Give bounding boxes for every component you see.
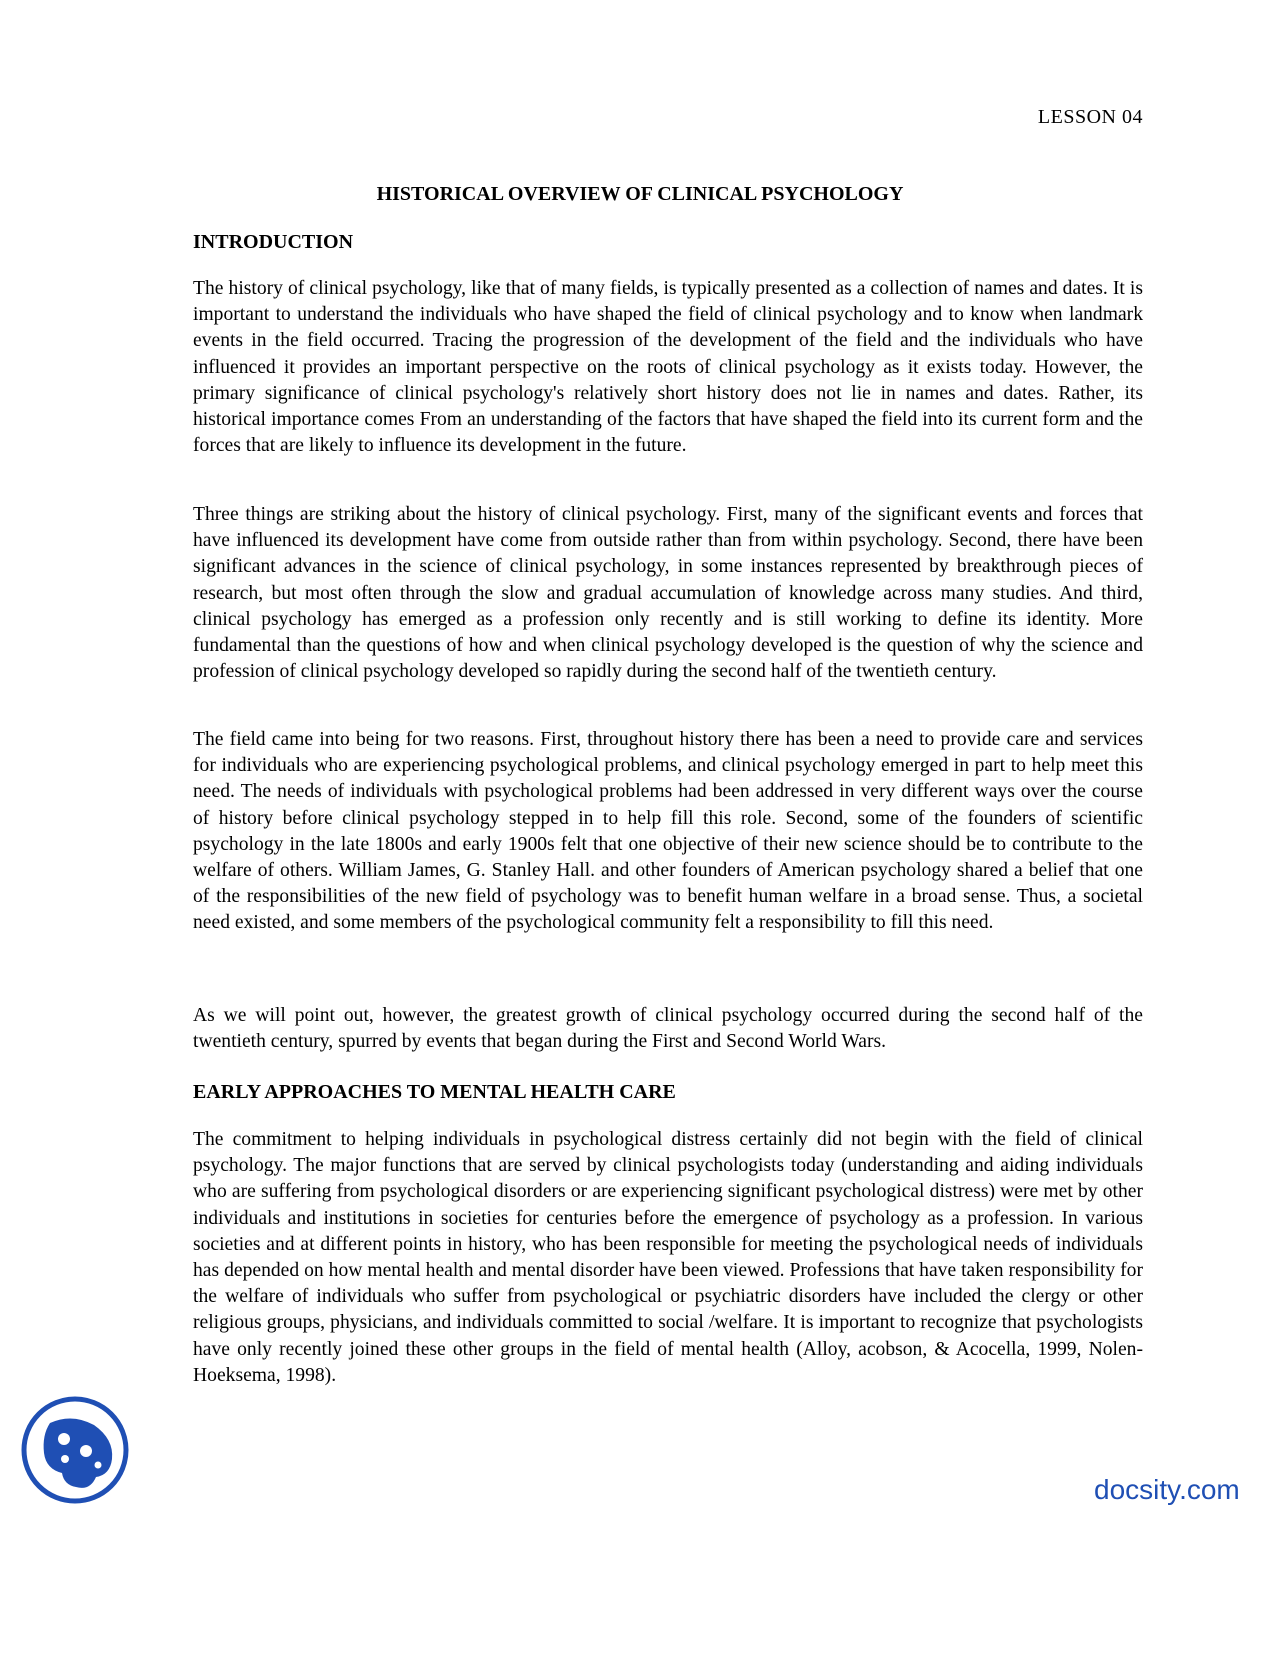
intro-paragraph-2	[193, 502, 1143, 685]
paragraph: The field came into being for two reasons. First, throughout history there has been a need to provide care and services for individuals who are experiencing psychological problems, and clinical psychology emerged in part to help meet this need. The needs of individuals with psychological problems had been addressed in very different ways over the course of history before clinical psychology stepped in to help fill this role. Second, some of the founders of scientific psychology in the late 1800s and early 1900s felt that one objective of their new science should be to contribute to the welfare of others. William James, G. Stanley Hall. and other founders of American psychology shared a belief that one of the responsibilities of the new field of psychology was to benefit human welfare in a broad sense. Thus, a societal need existed, and some members of the psychological community felt a responsibility to fill this need.	[193, 729, 1143, 934]
paragraph: As we will point out, however, the greatest growth of clinical psychology occurred during the second half of the twentieth century, spurred by events that began during the First and Second World Wars.	[193, 1005, 1143, 1053]
section-heading-introduction: INTRODUCTION	[193, 231, 354, 253]
intro-paragraph-4	[193, 1003, 1143, 1055]
paragraph: Three things are striking about the history of clinical psychology. First, many of the significant events and forces that have influenced its development have come from outside rather than from within psychology. Second, there have been significant advances in the science of clinical psychology, in some instances represented by breakthrough pieces of research, but most often through the slow and gradual accumulation of knowledge across many studies. And third, clinical psychology has emerged as a profession only recently and is still working to define its identity. More fundamental than the questions of how and when clinical psychology developed is the question of why the science and profession of clinical psychology developed so rapidly during the second half of the twentieth century.	[193, 504, 1143, 683]
paragraph: The history of clinical psychology, like that of many fields, is typically presented as a collection of names and dates. It is important to understand the individuals who have shaped the field of clinical psychology and to know when landmark events in the field occurred. Tracing the progression of the development of the field and the individuals who have influenced it provides an important perspective on the roots of clinical psychology as it exists today. However, the primary significance of clinical psychology's relatively short history does not lie in names and dates. Rather, its historical importance comes From an understanding of the factors that have shaped the field into its current form and the forces that are likely to influence its development in the future.	[193, 278, 1143, 457]
paragraph: The commitment to helping individuals in psychological distress certainly did not begin with the field of clinical psychology. The major functions that are served by clinical psychologists today (understanding and aiding individuals who are suffering from psychological disorders or are experiencing significant psychological distress) were met by other individuals and institutions in societies for centuries before the emergence of psychology as a profession. In various societies and at different points in history, who has been responsible for meeting the psychological needs of individuals has depended on how mental health and mental disorder have been viewed. Professions that have taken responsibility for the welfare of individuals who suffer from psychological or psychiatric disorders have included the clergy or other religious groups, physicians, and individuals committed to social /welfare. It is important to recognize that psychologists have only recently joined these other groups in the field of mental health (Alloy, acobson, & Acocella, 1999, Nolen-Hoeksema, 1998).	[193, 1129, 1143, 1386]
intro-paragraph-1	[193, 276, 1143, 459]
section-heading-early-approaches: EARLY APPROACHES TO MENTAL HEALTH CARE	[193, 1081, 676, 1103]
docsity-logo-icon	[20, 1395, 130, 1505]
intro-paragraph-3	[193, 727, 1143, 937]
early-approaches-paragraph	[193, 1127, 1143, 1389]
docsity-brand-link[interactable]: docsity.com	[1094, 1474, 1240, 1505]
lesson-label: LESSON 04	[1037, 106, 1143, 128]
page-title: HISTORICAL OVERVIEW OF CLINICAL PSYCHOLOGY	[376, 183, 904, 205]
